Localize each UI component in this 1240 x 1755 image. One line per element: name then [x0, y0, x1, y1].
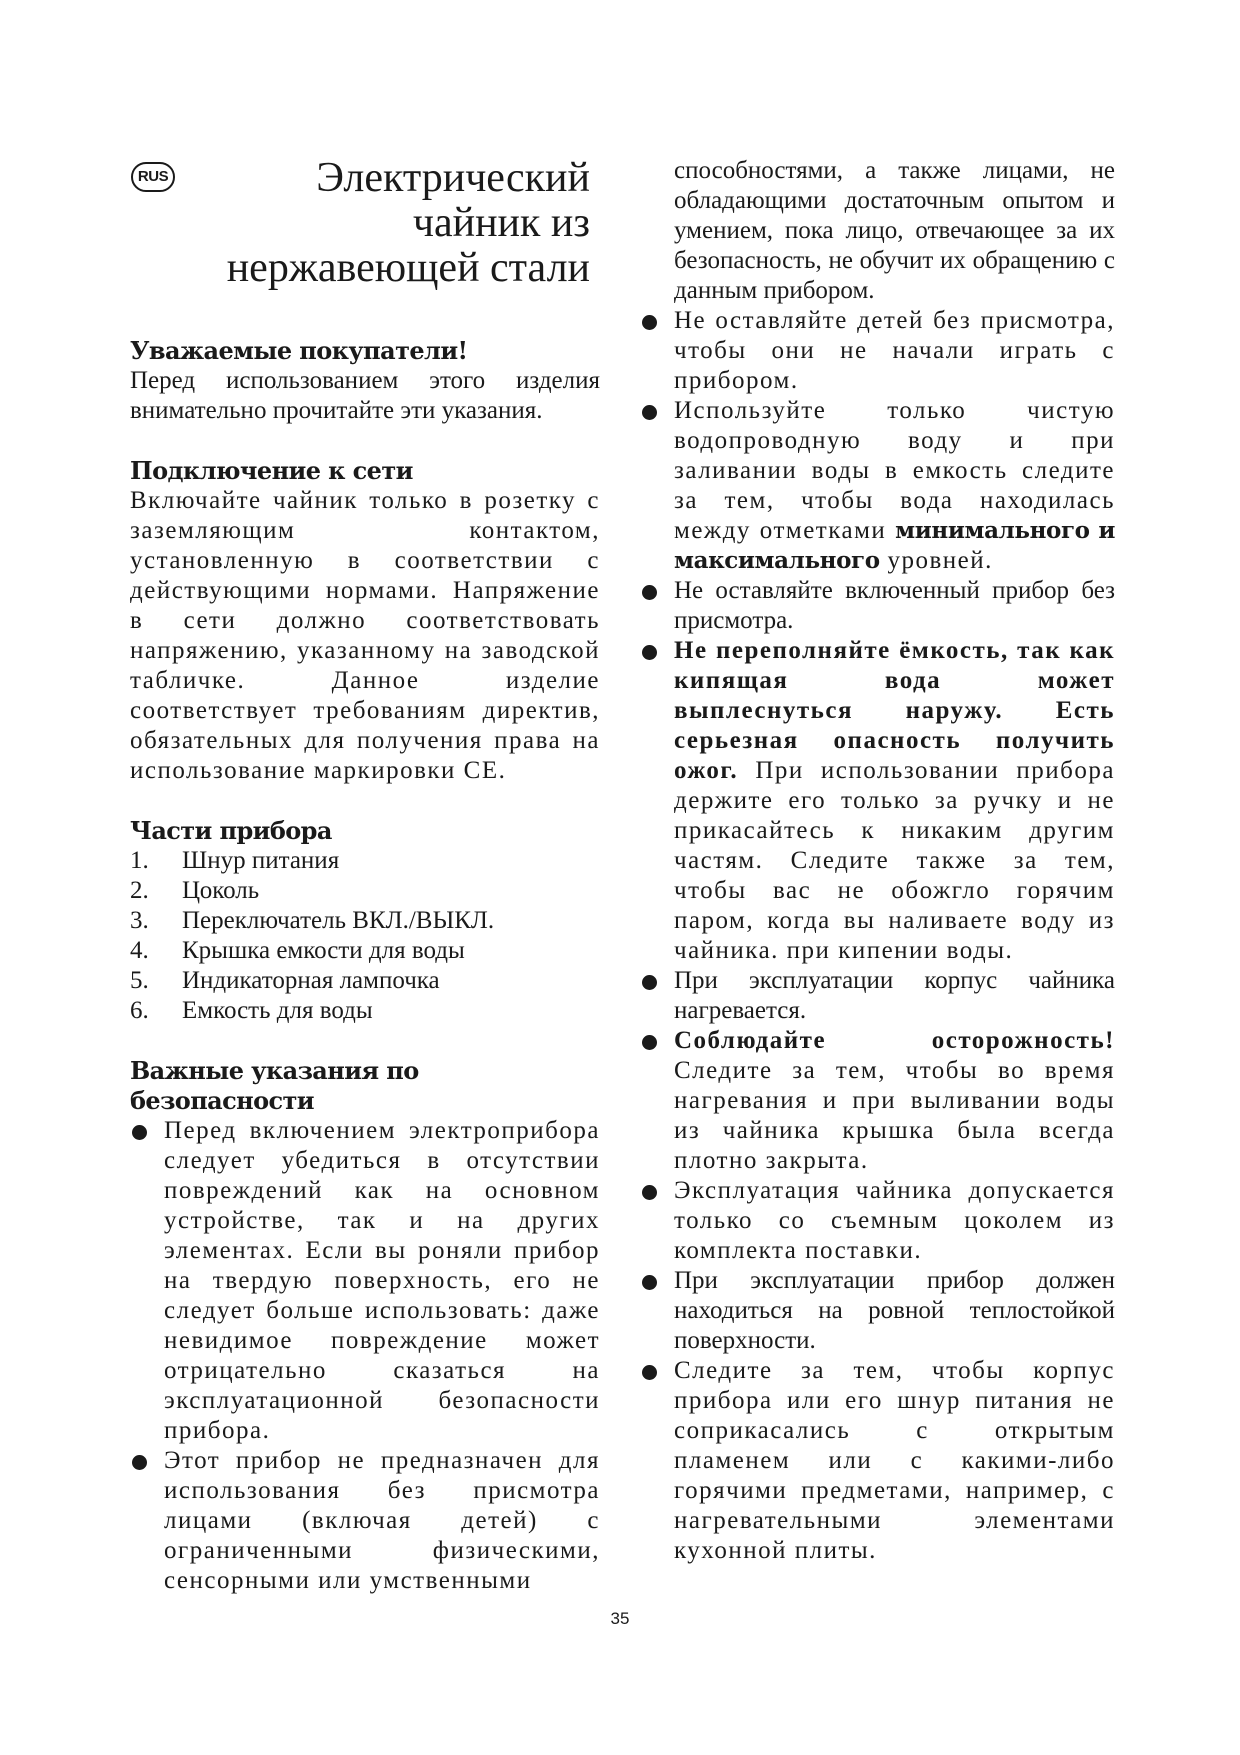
bullet-icon	[642, 585, 657, 600]
item-text: При эксплуатации корпус чайника нагревается.	[674, 967, 1115, 1024]
item-label: Крышка емкости для воды	[182, 937, 465, 964]
title-line-3: нержавеющей стали	[226, 245, 590, 291]
list-item	[130, 846, 600, 876]
item-text-bold: минимального и максимального	[674, 517, 1115, 574]
item-number: 6.	[130, 997, 149, 1024]
parts-heading: Части прибора	[130, 816, 332, 845]
item-text-bold: Не переполняйте ёмкость, так как кипящая вода может выплеснуться наружу. Есть серьезная опасность получить ожог.	[674, 637, 1115, 784]
list-item	[130, 966, 600, 996]
item-text-before: Используйте только чистую водопроводную воду и при заливании воды в емкость следите за тем, чтобы вода находилась между отметками	[674, 397, 1115, 544]
language-badge: RUS	[131, 162, 175, 192]
list-item	[640, 1026, 1115, 1176]
list-item	[640, 636, 1115, 966]
connection-heading: Подключение к сети	[130, 456, 413, 485]
list-item	[640, 576, 1115, 636]
bullet-icon	[642, 405, 657, 420]
list-item	[130, 876, 600, 906]
item-text: Эксплуатация чайника допускается только со съемным цоколем из комплекта поставки.	[674, 1177, 1115, 1264]
connection-text: Включайте чайник только в розетку с заземляющим контактом, установленную в соответствии с действующими нормами. Напряжение в сети должно соответствовать напряжению, указанному на заводской табличке. Данное изделие соответствует требованиям директив, обязательных для получения права на использование маркировки CE.	[130, 487, 600, 784]
item-number: 4.	[130, 937, 149, 964]
bullet-icon	[132, 1455, 147, 1470]
list-item	[130, 996, 600, 1026]
list-item	[130, 1116, 600, 1446]
item-text-bold: Соблюдайте осторожность!	[674, 1027, 1115, 1054]
list-item	[130, 1446, 600, 1596]
item-text	[674, 1026, 1115, 1176]
bullet-icon	[642, 1035, 657, 1050]
item-text	[674, 396, 1115, 576]
item-label: Шнур питания	[182, 847, 340, 874]
greeting-text: Перед использованием этого изделия внимательно прочитайте эти указания.	[130, 367, 600, 424]
item-text	[674, 636, 1115, 966]
item-number: 5.	[130, 967, 149, 994]
item-number: 3.	[130, 907, 149, 934]
item-text: Не оставляйте включенный прибор без присмотра.	[674, 577, 1115, 634]
item-text: Этот прибор не предназначен для использования без присмотра лицами (включая детей) с ограниченными физическими, сенсорными или умственными	[164, 1447, 600, 1594]
greeting-section	[130, 336, 600, 426]
bullet-icon	[642, 645, 657, 660]
list-item	[130, 906, 600, 936]
item-label: Индикаторная лампочка	[182, 967, 440, 994]
bullet-icon	[642, 315, 657, 330]
parts-section	[130, 816, 600, 1026]
list-item	[640, 966, 1115, 1026]
continuation-text: способностями, а также лицами, не обладающими достаточным опытом и умением, пока лицо, отвечающее за их безопасность, не обучит их обращению с данным прибором.	[674, 157, 1115, 304]
bullet-icon	[642, 975, 657, 990]
title-line-2: чайник из	[412, 200, 590, 246]
item-label: Переключатель ВКЛ./ВЫКЛ.	[182, 907, 495, 934]
parts-list	[130, 846, 600, 1026]
page-number: 35	[610, 1609, 630, 1628]
safety-continued	[640, 156, 1115, 1566]
list-item	[640, 1266, 1115, 1356]
item-text: Перед включением электроприбора следует убедиться в отсутствии повреждений как на основном устройстве, так и на других элементах. Если вы роняли прибор на твердую поверхность, его не следует больше использовать: даже невидимое повреждение может отрицательно сказаться на эксплуатационной безопасности прибора.	[164, 1117, 600, 1444]
safety-heading: Важные указания по безопасности	[130, 1056, 419, 1115]
safety-list-right	[640, 306, 1115, 1566]
item-number: 2.	[130, 877, 149, 904]
item-text: При эксплуатации прибор должен находиться на ровной теплостойкой поверхности.	[674, 1267, 1115, 1354]
list-item	[130, 936, 600, 966]
item-text: Следите за тем, чтобы корпус прибора или его шнур питания не соприкасались с открытым пламенем или с какими-либо горячими предметами, например, с нагревательными элементами кухонной плиты.	[674, 1357, 1115, 1564]
item-text-after: уровней.	[879, 547, 993, 574]
safety-section	[130, 1056, 600, 1596]
connection-section	[130, 456, 600, 786]
page-title	[180, 156, 590, 291]
list-item	[640, 1356, 1115, 1566]
item-text-after: При использовании прибора держите его только за ручку и не прикасайтесь к никаким другим частям. Следите также за тем, чтобы вас не обожгло горячим паром, когда вы наливаете воду из чайника. при кипении воды.	[674, 757, 1115, 964]
bullet-icon	[642, 1275, 657, 1290]
list-item	[640, 1176, 1115, 1266]
bullet-icon	[132, 1125, 147, 1140]
item-text-after: Следите за тем, чтобы во время нагревания и при выливании воды из чайника крышка была всегда плотно закрыта.	[674, 1057, 1115, 1174]
item-label: Цоколь	[182, 877, 260, 904]
list-item	[640, 396, 1115, 576]
greeting-heading: Уважаемые покупатели!	[130, 336, 468, 365]
title-line-1: Электрический	[316, 155, 590, 201]
bullet-icon	[642, 1365, 657, 1380]
item-label: Емкость для воды	[182, 997, 373, 1024]
item-text: Не оставляйте детей без присмотра, чтобы они не начали играть с прибором.	[674, 307, 1115, 394]
bullet-icon	[642, 1185, 657, 1200]
list-item	[640, 306, 1115, 396]
item-number: 1.	[130, 847, 149, 874]
safety-list-left	[130, 1116, 600, 1596]
